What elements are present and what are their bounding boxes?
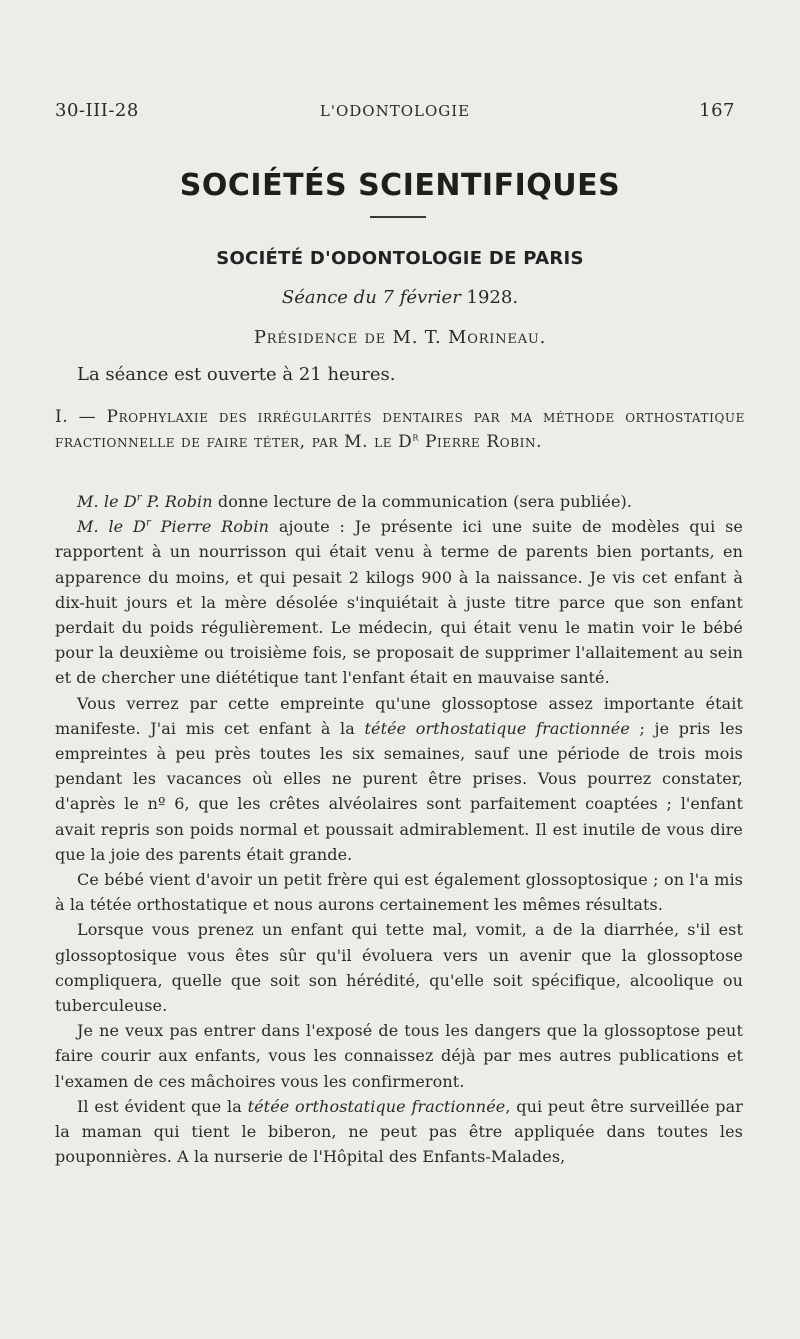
speaker-name: M. le D <box>77 517 146 537</box>
paragraph-7-text-b: , qui peut être surveillée par la maman qui tient le biberon, ne peut pas être appliquée dans toutes les pouponnières. A la nurserie de l'Hôpital des Enfants-Malades, <box>55 1096 744 1167</box>
item-title: Prophylaxie des irrégularités dentaires par ma méthode orthostatique fractionnelle de faire téter, par M. le D <box>55 407 745 452</box>
speaker-name-rest: Pierre Robin <box>150 517 270 537</box>
item-author: Pierre Robin. <box>425 432 543 452</box>
speaker-name-rest: P. Robin <box>141 492 213 511</box>
speaker-sup: r <box>136 492 142 504</box>
paragraph-1-text: donne lecture de la communication (sera publiée). <box>212 492 633 511</box>
agenda-item-heading <box>55 405 745 455</box>
paragraph-7 <box>55 1094 743 1170</box>
paragraph-3-italic: tétée orthostatique fractionnée <box>364 718 630 738</box>
running-header <box>55 100 735 130</box>
paragraph-3-text-b: ; je pris les empreintes à peu près toutes les six semaines, sauf une période de trois mois pendant les vacances où elles ne purent être prises. Vous pourrez constater, d'après le nº 6, que les crêtes alvéolaires sont parfaitement coaptées ; l'enfant avait repris son poids normal et poussait admirablement. Il est inutile de vous dire que la joie des parents était grande. <box>55 718 743 864</box>
paragraph-3-text-a: Vous verrez par cette empreinte qu'une glossoptose assez importante était manifeste. J'ai mis cet enfant à la <box>55 693 743 738</box>
header-journal-title: L'ODONTOLOGIE <box>319 102 471 120</box>
title-divider <box>370 216 426 218</box>
paragraph-7-text-a: Il est évident que la <box>77 1096 248 1116</box>
session-year: 1928. <box>466 287 519 308</box>
presidency-line: Présidence de M. T. Morineau. <box>253 327 547 348</box>
paragraph-2 <box>55 514 743 690</box>
opening-line: La séance est ouverte à 21 heures. <box>77 364 396 385</box>
paragraph-5: Lorsque vous prenez un enfant qui tette mal, vomit, a de la diarrhée, s'il est glossoptosique vous êtes sûr qu'il évoluera vers un avenir que la glossoptose compliquera, quelle que soit son hérédité, qu'elle soit spécifique, alcoolique ou tuberculeuse. <box>55 920 743 1016</box>
paragraph-1 <box>55 489 743 514</box>
paragraph-6: Je ne veux pas entrer dans l'exposé de tous les dangers que la glossoptose peut faire courir aux enfants, vous les connaissez déjà par mes autres publications et l'examen de ces mâchoires vous les confirmeront. <box>55 1021 743 1091</box>
speaker-name: M. le D <box>77 492 137 511</box>
article-body <box>55 489 743 1169</box>
session-date-prefix: Séance du 7 février <box>281 287 461 308</box>
item-title-sup: r <box>412 430 419 444</box>
header-page-number: 167 <box>699 100 735 121</box>
item-number: I. — <box>55 407 97 427</box>
session-date <box>0 287 800 308</box>
section-title: SOCIÉTÉ D'ODONTOLOGIE DE PARIS <box>216 248 584 269</box>
paragraph-4: Ce bébé vient d'avoir un petit frère qui est également glossoptosique ; on l'a mis à la tétée orthostatique et nous aurons certainement les mêmes résultats. <box>55 870 743 915</box>
header-date: 30-III-28 <box>55 100 139 121</box>
paragraph-3 <box>55 691 743 867</box>
speaker-sup: r <box>145 517 151 529</box>
main-title: SOCIÉTÉS SCIENTIFIQUES <box>179 168 621 203</box>
paragraph-2-text: ajoute : Je présente ici une suite de modèles qui se rapportent à un nourrisson qui était venu à terme de parents bien portants, en apparence du moins, et qui pesait 2 kilogs 900 à la naissance. Je vis cet enfant à dix-huit jours et la mère désolée s'inquiétait à juste titre parce que son enfant perdait du poids régulièrement. Le médecin, qui était venu le matin voir le bébé pour la deuxième ou troisième fois, se proposait de supprimer l'allaitement au sein et de chercher une diététique tant l'enfant était en mauvaise santé. <box>55 517 743 688</box>
paragraph-7-italic: tétée orthostatique fractionnée <box>247 1096 506 1116</box>
